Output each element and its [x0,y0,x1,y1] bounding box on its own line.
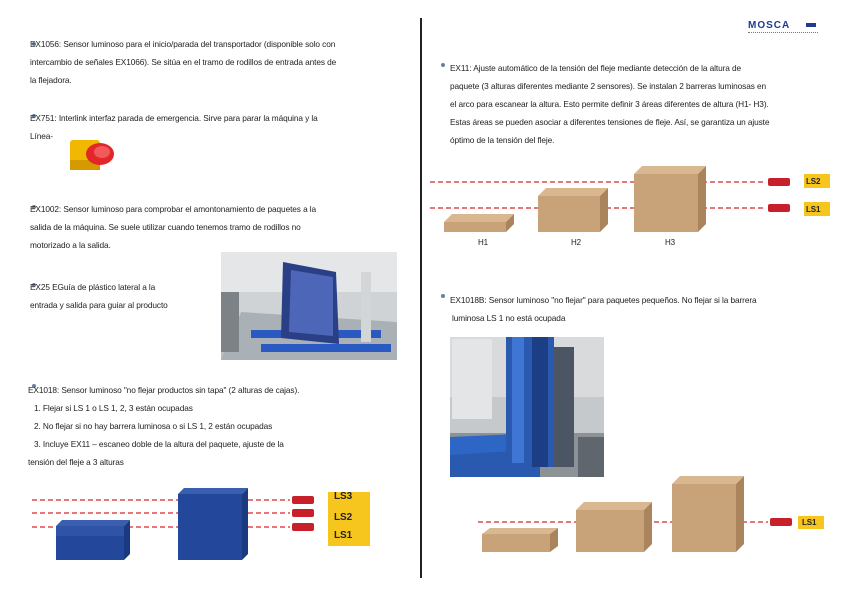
sensor-icon [768,204,790,212]
ex1002-line2: salida de la máquina. Se suele utilizar cuando tenemos tramo de rodillos no [30,222,301,232]
ex1018-item2: 2. No flejar si no hay barrera luminosa o si LS 1, 2 están ocupadas [34,421,273,431]
ex1056-line3: la flejadora. [30,75,72,85]
ls1-label: LS1 [802,518,817,527]
ex1002-line3: motorizado a la salida. [30,240,111,250]
emergency-stop-image [62,136,124,176]
ex751-line1: EX751: Interlink interfaz parada de emergencia. Sirve para parar la máquina y la [30,113,318,123]
bullet-icon [441,63,445,67]
bullet-icon [441,294,445,298]
ex25-line2: entrada y salida para guiar al producto [30,300,168,310]
plastic-guide-photo [221,252,397,360]
logo-text: MOSCA [748,20,791,31]
ex25-line1: EX25 EGuía de plástico lateral a la [30,282,156,292]
ex11-line5: óptimo de la tensión del fleje. [450,135,555,145]
ls2-label: LS2 [806,177,821,186]
ex1018-item3b: tensión del fleje a 3 alturas [28,457,124,467]
ex1018b-line2: luminosa LS 1 no está ocupada [452,313,566,323]
column-divider [420,18,422,578]
ls3-label: LS3 [334,491,353,502]
ex1056-line2: intercambio de señales EX1066). Se sitúa en el tramo de rodillos de entrada antes de [30,57,337,67]
ex1018-item3: 3. Incluye EX11 – escaneo doble de la altura del paquete, ajuste de la [34,439,284,449]
ex11-line3: el arco para escanear la altura. Esto permite definir 3 áreas diferentes de altura (H1- H3). [450,99,769,109]
ex1002-line1: EX1002: Sensor luminoso para comprobar el amontonamiento de paquetes a la [30,204,317,214]
ex11-line1: EX11: Ajuste automático de la tensión del fleje mediante detección de la altura de [450,63,741,73]
ex1018-item1: 1. Flejar si LS 1 o LS 1, 2, 3 están ocupadas [34,403,193,413]
small-package-diagram [478,460,828,556]
ls2-label: LS2 [334,512,353,523]
h2-label: H2 [571,238,582,247]
ex1018-line1: EX1018: Sensor luminoso "no flejar productos sin tapa" (2 alturas de cajas). [28,385,300,395]
ls1-label: LS1 [334,530,353,541]
sensor-icon [292,496,314,531]
machine-photo [450,337,604,477]
mosca-logo [748,20,818,40]
ex1018b-line1: EX1018B: Sensor luminoso "no flejar" para paquetes pequeños. No flejar si la barrera [450,295,757,305]
ex11-line2: paquete (3 alturas diferentes mediante 2 sensores). Se instalan 2 barreras luminosas en [450,81,766,91]
ex1056-line1: EX1056: Sensor luminoso para el inicio/parada del transportador (disponible solo con [30,39,336,49]
height-zone-diagram [430,160,830,252]
sensor-icon [770,518,792,526]
ls1-label: LS1 [806,205,821,214]
ex751-line2: Línea- [30,131,53,141]
logo-bar [806,23,816,27]
h3-label: H3 [665,238,676,247]
ls-sensor-diagram [30,486,375,566]
sensor-icon [768,178,790,186]
logo-underline [748,32,818,35]
h1-label: H1 [478,238,489,247]
ex11-line4: Estas áreas se pueden asociar a diferentes tensiones de fleje. Así, se garantiza un ajuste [450,117,770,127]
